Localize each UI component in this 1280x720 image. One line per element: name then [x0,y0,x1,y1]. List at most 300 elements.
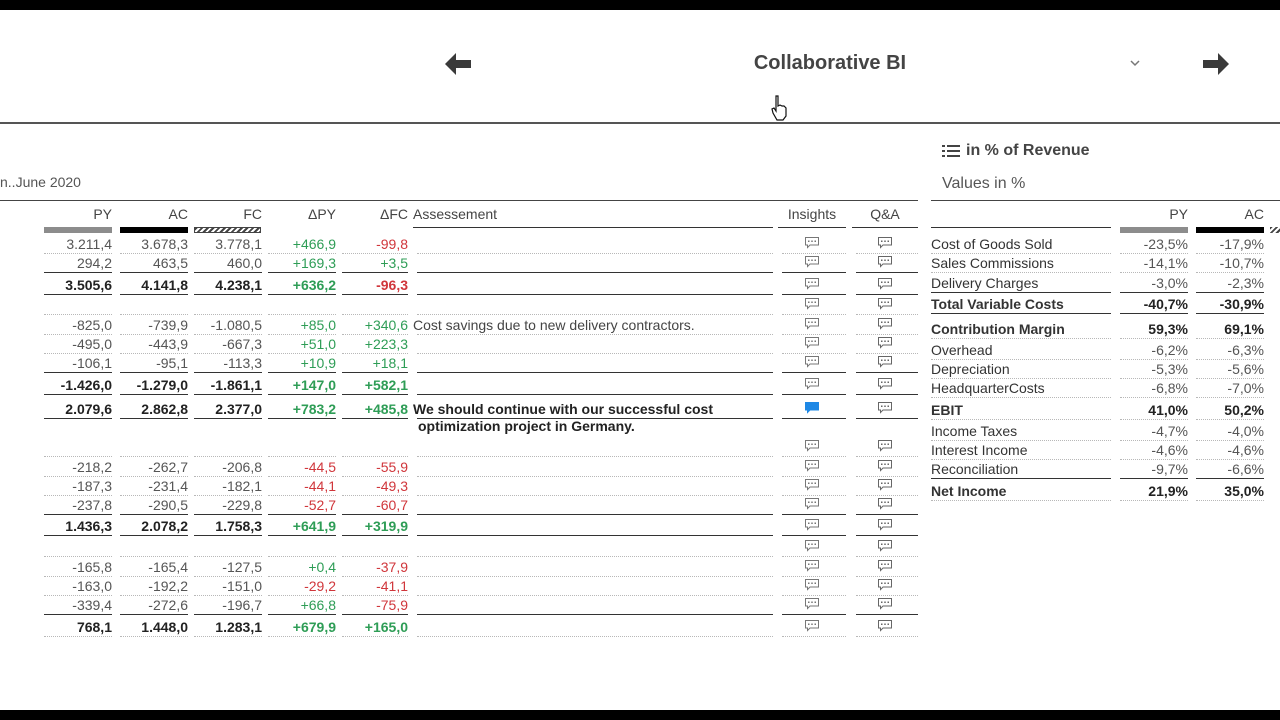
row-separator [342,535,408,536]
revenue-row-separator [1120,419,1188,420]
insight-comment-icon[interactable] [804,478,820,491]
revenue-row-separator [1196,419,1264,420]
column-header-fc[interactable]: FC [243,206,262,222]
row-separator [417,314,773,315]
qa-comment-icon[interactable] [877,539,893,552]
insights-header-rule [778,227,846,228]
cell-fc: 1.758,3 [215,518,262,534]
row-separator [856,495,918,496]
cell-ac: 2.078,2 [141,518,188,534]
revenue-cell-py: -6,8% [1151,380,1188,396]
qa-comment-icon[interactable] [877,478,893,491]
cell-dpy: +147,0 [292,377,336,393]
row-separator [268,314,336,315]
report-period: n..June 2020 [0,174,81,190]
cell-dpy: +783,2 [292,401,336,417]
row-separator [120,514,188,515]
cell-py: -163,0 [72,578,112,594]
insight-comment-icon[interactable] [804,578,820,591]
row-separator [782,614,846,615]
row-separator [342,294,408,295]
revenue-row-separator [931,292,1111,293]
table-top-rule [0,200,918,201]
revenue-row-separator [931,338,1111,339]
row-separator [194,556,262,557]
row-separator [782,495,846,496]
row-separator [782,456,846,457]
header-divider [0,122,1280,124]
cell-fc: -127,5 [222,559,262,575]
cell-dpy: +85,0 [300,317,336,333]
row-separator [342,456,408,457]
row-separator [856,595,918,596]
cell-ac: 463,5 [152,255,188,271]
revenue-row-label: Cost of Goods Sold [931,236,1053,252]
revenue-row-separator [931,313,1111,314]
row-separator [268,556,336,557]
cell-ac: -165,4 [148,559,188,575]
cell-dpy: +66,8 [300,597,336,613]
row-separator [194,456,262,457]
revenue-row-label: Income Taxes [931,423,1018,439]
revenue-row-separator [1196,500,1264,501]
row-separator [268,272,336,273]
row-separator [120,418,188,419]
row-separator [417,456,773,457]
back-arrow-icon[interactable] [442,48,474,80]
qa-comment-icon[interactable] [877,497,893,510]
row-separator [856,353,918,354]
cell-dfc: +340,6 [364,317,408,333]
revenue-row-label: EBIT [931,402,963,418]
row-separator [342,372,408,373]
row-separator [417,556,773,557]
row-separator [782,372,846,373]
row-separator [342,614,408,615]
hand-cursor-icon [770,94,790,122]
cell-dfc: -37,9 [376,559,408,575]
revenue-row-label: Reconciliation [931,461,1019,477]
row-separator [856,636,918,637]
column-header-py[interactable]: PY [93,206,112,222]
row-separator [44,418,112,419]
top-frame-bar [0,0,1280,10]
cell-fc: -151,0 [222,578,262,594]
row-separator [856,514,918,515]
row-separator [44,614,112,615]
row-separator [120,294,188,295]
cell-dpy: +10,9 [300,355,336,371]
row-separator [782,576,846,577]
cell-py: -1.426,0 [60,377,112,393]
row-separator [268,514,336,515]
cell-py: -339,4 [72,597,112,613]
revenue-fc-scenario-bar [1270,227,1280,233]
row-separator [342,394,408,395]
fc-scenario-bar [194,227,261,233]
column-header-ac[interactable]: AC [168,206,188,222]
revenue-cell-ac: -2,3% [1227,275,1264,291]
revenue-cell-ac: -17,9% [1219,236,1264,252]
revenue-cell-ac: -4,0% [1227,423,1264,439]
row-separator [44,314,112,315]
row-separator [782,418,846,419]
revenue-row-separator [1196,338,1264,339]
cell-py: -165,8 [72,559,112,575]
qa-comment-icon[interactable] [877,597,893,610]
row-separator [856,535,918,536]
row-separator [417,576,773,577]
column-header-insights[interactable]: Insights [787,206,837,222]
insight-comment-icon[interactable] [804,497,820,510]
revenue-row-separator [931,272,1111,273]
row-separator [417,636,773,637]
revenue-cell-ac: 50,2% [1224,402,1264,418]
cell-fc: -1.080,5 [210,317,262,333]
revenue-row-label: Depreciation [931,361,1010,377]
cell-dpy: +169,3 [292,255,336,271]
bottom-frame-bar [0,710,1280,720]
cell-dfc: -55,9 [376,459,408,475]
cell-dfc: -60,7 [376,497,408,513]
row-separator [342,556,408,557]
cell-dpy: +51,0 [300,336,336,352]
insight-comment-icon[interactable] [804,355,820,368]
row-separator [342,418,408,419]
row-separator [268,456,336,457]
revenue-panel-title: in % of Revenue [966,142,1090,159]
revenue-row-separator [1120,313,1188,314]
column-header-assessment[interactable]: Assessement [413,206,498,222]
revenue-row-separator [1120,397,1188,398]
revenue-cell-ac: -4,6% [1227,442,1264,458]
cell-fc: 3.778,1 [215,236,262,252]
row-separator [120,636,188,637]
cell-ac: -231,4 [148,478,188,494]
row-separator [856,253,918,254]
row-separator [194,294,262,295]
insight-comment-icon[interactable] [804,297,820,310]
cell-fc: -1.861,1 [210,377,262,393]
row-separator [44,394,112,395]
revenue-cell-py: -6,2% [1151,342,1188,358]
revenue-row-separator [1120,292,1188,293]
cell-py: -825,0 [72,317,112,333]
cell-ac: 4.141,8 [141,277,188,293]
revenue-row-separator [1120,338,1188,339]
row-separator [417,372,773,373]
insight-comment-icon[interactable] [804,518,820,531]
revenue-cell-ac: -5,6% [1227,361,1264,377]
insight-comment-icon[interactable] [804,377,820,390]
revenue-cell-py: 59,3% [1148,321,1188,337]
cell-dfc: +18,1 [372,355,408,371]
column-header-qa[interactable]: Q&A [870,206,900,222]
cell-dpy: +679,9 [292,619,336,635]
cell-py: 768,1 [76,619,112,635]
revenue-column-header-ac[interactable]: AC [1244,206,1264,222]
qa-comment-icon[interactable] [877,317,893,330]
row-separator [856,334,918,335]
revenue-row-label: Sales Commissions [931,255,1054,271]
revenue-row-separator [1196,313,1264,314]
row-separator [194,418,262,419]
cell-dpy: +636,2 [292,277,336,293]
row-separator [268,418,336,419]
cell-fc: 1.283,1 [215,619,262,635]
cell-dpy: -44,1 [304,478,336,494]
row-separator [417,614,773,615]
cell-py: -187,3 [72,478,112,494]
list-icon[interactable] [942,144,960,158]
row-separator [856,576,918,577]
assessment-text[interactable]: We should continue with our successful cost [413,401,714,417]
row-separator [194,272,262,273]
column-header-delta-py[interactable]: ΔPY [307,206,336,222]
cell-ac: -1.279,0 [136,377,188,393]
revenue-row-label: Total Variable Costs [931,296,1064,312]
forward-arrow-icon[interactable] [1200,48,1232,80]
row-separator [856,418,918,419]
row-separator [120,556,188,557]
qa-comment-icon[interactable] [877,578,893,591]
cell-dfc: -99,8 [376,236,408,252]
cell-dfc: +485,8 [364,401,408,417]
qa-comment-icon[interactable] [877,236,893,249]
cell-fc: 4.238,1 [215,277,262,293]
row-separator [120,614,188,615]
cell-fc: 460,0 [226,255,262,271]
revenue-column-header-py[interactable]: PY [1169,206,1188,222]
insight-comment-icon[interactable] [804,236,820,249]
row-separator [342,636,408,637]
row-separator [782,636,846,637]
cell-py: 2.079,6 [65,401,112,417]
row-separator [268,394,336,395]
cell-dfc: +319,9 [364,518,408,534]
cell-fc: -182,1 [222,478,262,494]
row-separator [782,294,846,295]
cell-ac: 1.448,0 [141,619,188,635]
qa-comment-icon[interactable] [877,355,893,368]
qa-comment-icon[interactable] [877,459,893,472]
revenue-row-separator [1120,272,1188,273]
row-separator [856,394,918,395]
cell-fc: -196,7 [222,597,262,613]
cell-dfc: +165,0 [364,619,408,635]
cell-dfc: +582,1 [364,377,408,393]
column-header-delta-fc[interactable]: ΔFC [379,206,408,222]
py-scenario-bar [44,227,112,233]
qa-comment-icon[interactable] [877,439,893,452]
insight-comment-icon[interactable] [804,277,820,290]
row-separator [417,394,773,395]
row-separator [120,314,188,315]
row-separator [417,514,773,515]
revenue-row-separator [1120,478,1188,479]
ac-scenario-bar [120,227,188,233]
revenue-cell-ac: 35,0% [1224,483,1264,499]
row-separator [417,253,773,254]
revenue-cell-py: 41,0% [1148,402,1188,418]
row-separator [417,334,773,335]
cell-ac: -443,9 [148,336,188,352]
revenue-row-separator [1196,272,1264,273]
revenue-cell-py: -4,6% [1151,442,1188,458]
row-separator [44,294,112,295]
row-separator [194,636,262,637]
cell-dpy: +466,9 [292,236,336,252]
row-separator [44,636,112,637]
cell-dfc: +223,3 [364,336,408,352]
cell-ac: -739,9 [148,317,188,333]
cell-dfc: +3,5 [380,255,408,271]
qa-comment-icon[interactable] [877,255,893,268]
insight-comment-icon[interactable] [804,439,820,452]
revenue-row-separator [931,478,1111,479]
cell-py: -106,1 [72,355,112,371]
row-separator [856,294,918,295]
qa-comment-icon[interactable] [877,401,893,414]
qa-comment-icon[interactable] [877,277,893,290]
row-separator [417,294,773,295]
row-separator [268,294,336,295]
row-separator [782,353,846,354]
insight-comment-icon[interactable] [804,559,820,572]
row-separator [856,372,918,373]
revenue-label-header-rule [931,227,1111,228]
cell-ac: -262,7 [148,459,188,475]
revenue-py-scenario-bar [1120,227,1188,233]
qa-comment-icon[interactable] [877,619,893,632]
cell-dpy: -44,5 [304,459,336,475]
revenue-cell-py: -3,0% [1151,275,1188,291]
revenue-row-separator [931,397,1111,398]
row-separator [194,372,262,373]
cell-py: 294,2 [76,255,112,271]
row-separator [120,535,188,536]
row-separator [44,272,112,273]
row-separator [782,595,846,596]
row-separator [120,272,188,273]
cell-dfc: -75,9 [376,597,408,613]
cell-fc: 2.377,0 [215,401,262,417]
revenue-panel-subtitle: Values in % [942,175,1026,192]
revenue-row-separator [931,419,1111,420]
insight-comment-icon[interactable] [804,255,820,268]
cell-fc: -229,8 [222,497,262,513]
row-separator [782,314,846,315]
revenue-cell-py: -9,7% [1151,461,1188,477]
cell-fc: -206,8 [222,459,262,475]
cell-dpy: +641,9 [292,518,336,534]
row-separator [856,556,918,557]
cell-dpy: +0,4 [308,559,336,575]
insight-comment-icon[interactable] [804,317,820,330]
row-separator [120,456,188,457]
revenue-row-separator [1196,397,1264,398]
revenue-ac-scenario-bar [1196,227,1264,233]
chevron-down-icon[interactable] [1128,56,1142,70]
cell-ac: 2.862,8 [141,401,188,417]
revenue-cell-py: -40,7% [1143,296,1188,312]
row-separator [194,314,262,315]
cell-dpy: -29,2 [304,578,336,594]
revenue-cell-ac: -6,6% [1227,461,1264,477]
cell-dfc: -41,1 [376,578,408,594]
revenue-cell-py: -14,1% [1143,255,1188,271]
cell-py: 3.505,6 [65,277,112,293]
revenue-row-label: HeadquarterCosts [931,380,1045,396]
revenue-cell-py: -5,3% [1151,361,1188,377]
row-separator [268,535,336,536]
cell-fc: -667,3 [222,336,262,352]
qa-comment-icon[interactable] [877,297,893,310]
revenue-row-label: Interest Income [931,442,1028,458]
insight-comment-icon[interactable] [804,539,820,552]
row-separator [782,514,846,515]
revenue-row-label: Delivery Charges [931,275,1039,291]
revenue-row-separator [1196,292,1264,293]
qa-comment-icon[interactable] [877,336,893,349]
row-separator [856,614,918,615]
insight-active-comment-icon[interactable] [804,401,820,414]
insight-comment-icon[interactable] [804,619,820,632]
revenue-cell-ac: 69,1% [1224,321,1264,337]
revenue-row-label: Overhead [931,342,993,358]
revenue-cell-py: -23,5% [1143,236,1188,252]
qa-header-rule [852,227,918,228]
revenue-cell-py: 21,9% [1148,483,1188,499]
insight-comment-icon[interactable] [804,597,820,610]
row-separator [44,535,112,536]
qa-comment-icon[interactable] [877,518,893,531]
row-separator [782,334,846,335]
assessment-text[interactable]: Cost savings due to new delivery contractors. [413,317,695,333]
cell-ac: -272,6 [148,597,188,613]
cell-fc: -113,3 [223,355,262,371]
revenue-row-separator [1196,478,1264,479]
cell-ac: -192,2 [148,578,188,594]
qa-comment-icon[interactable] [877,377,893,390]
row-separator [44,372,112,373]
insight-comment-icon[interactable] [804,336,820,349]
row-separator [44,556,112,557]
insight-comment-icon[interactable] [804,459,820,472]
cell-py: -218,2 [72,459,112,475]
row-separator [782,476,846,477]
row-separator [417,476,773,477]
revenue-panel-top-rule [931,200,1280,201]
row-separator [194,514,262,515]
row-separator [342,272,408,273]
assessment-header-rule [413,227,773,228]
assessment-text-continued[interactable]: optimization project in Germany. [418,418,635,434]
cell-py: 1.436,3 [65,518,112,534]
revenue-cell-ac: -30,9% [1219,296,1264,312]
row-separator [268,372,336,373]
revenue-cell-ac: -7,0% [1227,380,1264,396]
row-separator [194,394,262,395]
row-separator [856,314,918,315]
row-separator [782,535,846,536]
revenue-cell-py: -4,7% [1151,423,1188,439]
row-separator [856,456,918,457]
row-separator [417,272,773,273]
row-separator [856,476,918,477]
qa-comment-icon[interactable] [877,559,893,572]
cell-py: -237,8 [72,497,112,513]
